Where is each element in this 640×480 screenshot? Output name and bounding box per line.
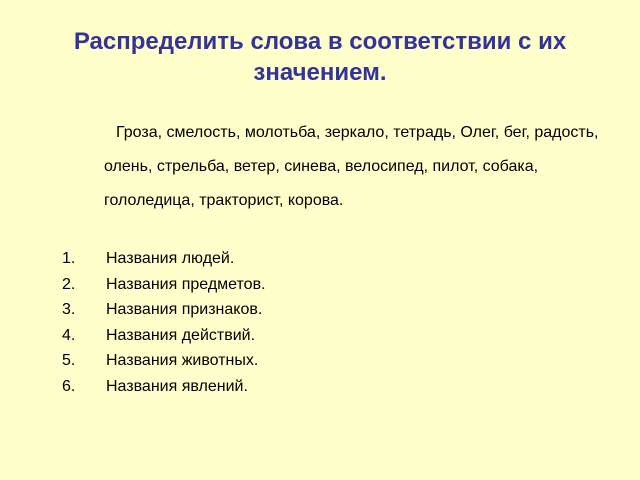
list-item: [62, 323, 266, 349]
list-item-number: 3.: [62, 301, 76, 318]
list-item-number: 1.: [62, 250, 76, 267]
list-item: [62, 297, 266, 323]
list-item-text: Названия предметов.: [106, 275, 266, 293]
list-item-number: 6.: [62, 377, 76, 395]
list-item-number: 2.: [62, 275, 76, 293]
category-list: [62, 246, 266, 399]
list-item: [62, 374, 266, 400]
list-item-number: 4.: [62, 326, 76, 344]
slide-title: Распределить слова в соответствии с их значением.: [73, 28, 567, 86]
list-item: [62, 272, 266, 298]
word-list-paragraph: Гроза, смелость, молотьба, зеркало, тетрадь, Олег, бег, радость, олень, стрельба, ветер, синева, велосипед, пилот, собака, гололедица, тракторист, корова.: [104, 124, 599, 209]
list-item: [62, 348, 266, 374]
list-item: [62, 246, 266, 272]
list-item-text: Названия людей.: [106, 250, 235, 267]
list-item-text: Названия признаков.: [106, 301, 263, 318]
list-item-text: Названия явлений.: [106, 377, 248, 395]
list-item-number: 5.: [62, 352, 76, 369]
list-item-text: Названия животных.: [106, 352, 259, 369]
list-item-text: Названия действий.: [106, 326, 256, 344]
